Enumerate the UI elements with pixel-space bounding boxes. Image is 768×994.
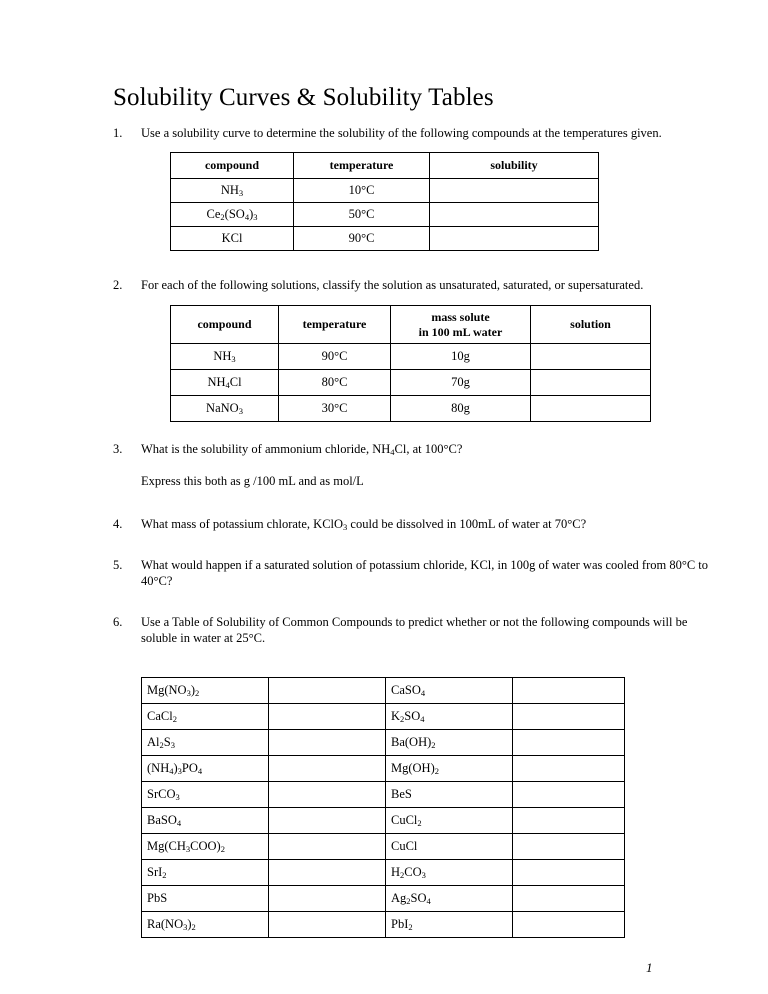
compound-cell: $(NH_4)_3PO_4$ [142,756,269,782]
question-number: 4. [113,517,123,531]
compound-cell: BaSO$_4$ [142,808,269,834]
table-header-row [171,153,599,179]
table-row [171,344,651,370]
table-row [142,678,625,704]
solubility-prediction-cell[interactable] [513,730,625,756]
table-row [142,704,625,730]
page-title: Solubility Curves & Solubility Tables [113,84,494,111]
compound-cell: CuCl$_2$ [386,808,513,834]
question-text: What is the solubility of ammonium chloride, $NH_4Cl$, at 100°C? [141,442,463,457]
compound-cell: $H_2CO_3$ [386,860,513,886]
compound-cell: $NH_4Cl$ [171,370,279,396]
solubility-prediction-cell[interactable] [269,756,386,782]
solubility-answer-cell[interactable] [430,227,599,251]
compound-cell: NaNO$_3$ [171,396,279,422]
compound-cell: $Ag_2SO_4$ [386,886,513,912]
compound-cell: $K_2SO_4$ [386,704,513,730]
solubility-prediction-cell[interactable] [269,730,386,756]
compound-cell: $Ra(NO_3)_2$ [142,912,269,938]
solubility-prediction-cell[interactable] [269,912,386,938]
solution-answer-cell[interactable] [531,344,651,370]
compound-cell: $NH_3$ [171,344,279,370]
solubility-prediction-cell[interactable] [513,886,625,912]
table-row [171,396,651,422]
solubility-prediction-cell[interactable] [513,808,625,834]
question-number: 1. [113,126,123,140]
mass-cell: 70g [391,370,531,396]
page-number: 1 [646,960,653,975]
solubility-prediction-cell[interactable] [513,782,625,808]
question-text: For each of the following solutions, classify the solution as unsaturated, saturated, or supersaturated. [141,278,644,292]
question-number: 5. [113,558,123,572]
compound-cell: PbS [142,886,269,912]
solubility-prediction-cell[interactable] [513,912,625,938]
table-row [142,808,625,834]
table-row [171,179,599,203]
solubility-prediction-cell[interactable] [269,782,386,808]
temperature-cell: 90°C [294,227,430,251]
compound-cell: $Mg(NO_3)_2$ [142,678,269,704]
mass-cell: 10g [391,344,531,370]
question-text: What mass of potassium chlorate, KClO$_3$ could be dissolved in 100mL of water at 70°C? [141,517,587,532]
table-header-row [171,306,651,344]
compound-cell: BeS [386,782,513,808]
solution-answer-cell[interactable] [531,370,651,396]
solubility-prediction-cell[interactable] [269,834,386,860]
column-header-line: mass solute [431,309,490,324]
solubility-prediction-cell[interactable] [269,678,386,704]
mass-cell: 80g [391,396,531,422]
table-row [142,782,625,808]
solubility-answer-cell[interactable] [430,179,599,203]
compound-cell: $Mg(OH)_2$ [386,756,513,782]
solubility-prediction-cell[interactable] [513,678,625,704]
solubility-prediction-table [141,677,625,938]
compound-cell: KCl [171,227,294,251]
compound-cell: $Mg(CH_3COO)_2$ [142,834,269,860]
solubility-prediction-cell[interactable] [513,834,625,860]
compound-cell: CaCl$_2$ [142,704,269,730]
compound-cell: PbI$_2$ [386,912,513,938]
solubility-answer-cell[interactable] [430,203,599,227]
compound-cell: $Al_2S_3$ [142,730,269,756]
column-header [391,306,531,344]
table-row [142,730,625,756]
compound-cell: $NH_3$ [171,179,294,203]
solubility-prediction-cell[interactable] [513,704,625,730]
question-text: Use a solubility curve to determine the solubility of the following compounds at the temperatures given. [141,126,662,140]
solubility-prediction-cell[interactable] [269,704,386,730]
question-text: Use a Table of Solubility of Common Compounds to predict whether or not the following compounds will be soluble in water at 25°C. [141,615,688,645]
temperature-cell: 10°C [294,179,430,203]
compound-cell: CaSO$_4$ [386,678,513,704]
table-row [171,370,651,396]
temperature-cell: 90°C [279,344,391,370]
table-row [142,834,625,860]
solution-answer-cell[interactable] [531,396,651,422]
classification-table [170,305,651,422]
solubility-curve-table [170,152,599,251]
compound-cell: SrCO$_3$ [142,782,269,808]
compound-cell: $Ce_2(SO_4)_3$ [171,203,294,227]
column-header: temperature [279,306,391,344]
question-text: What would happen if a saturated solution of potassium chloride, KCl, in 100g of water was cooled from 80°C to 40°C? [141,558,709,588]
solubility-prediction-cell[interactable] [269,886,386,912]
compound-cell: SrI$_2$ [142,860,269,886]
table-row [142,886,625,912]
table-row [171,227,599,251]
solubility-prediction-cell[interactable] [269,860,386,886]
table-row [142,860,625,886]
question-number: 3. [113,442,123,456]
compound-cell: $Ba(OH)_2$ [386,730,513,756]
column-header: solution [531,306,651,344]
temperature-cell: 80°C [279,370,391,396]
column-header: compound [171,153,294,179]
question-number: 6. [113,615,123,629]
column-header: temperature [294,153,430,179]
table-row [142,912,625,938]
temperature-cell: 50°C [294,203,430,227]
compound-cell: CuCl [386,834,513,860]
column-header: solubility [430,153,599,179]
table-row [171,203,599,227]
solubility-prediction-cell[interactable] [269,808,386,834]
column-header: compound [171,306,279,344]
column-header-line: in 100 mL water [418,324,503,339]
solubility-prediction-cell[interactable] [513,860,625,886]
table-row [142,756,625,782]
question-number: 2. [113,278,123,292]
temperature-cell: 30°C [279,396,391,422]
question-3-subtext: Express this both as g /100 mL and as mol/L [141,474,364,488]
solubility-prediction-cell[interactable] [513,756,625,782]
